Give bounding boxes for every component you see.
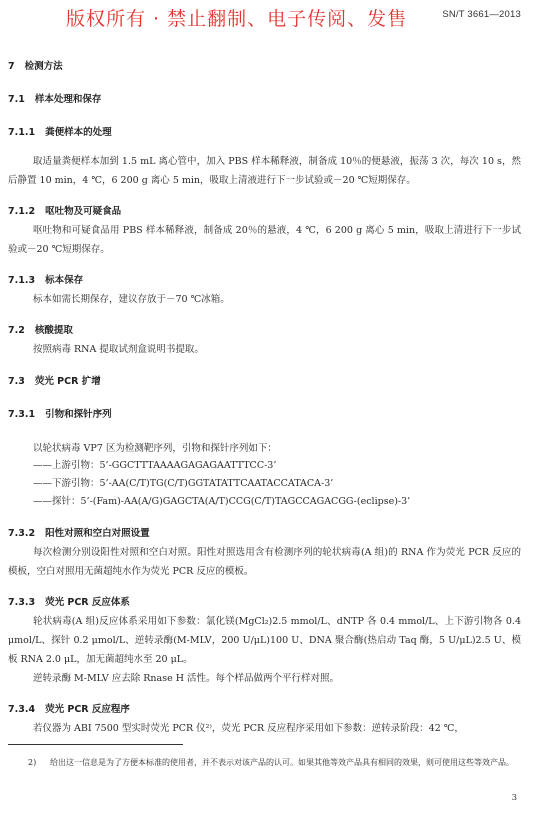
paragraph-7-1-1: 取适量粪便样本加到 1.5 mL 离心管中，加入 PBS 样本稀释液，制备成 10％的便悬液，振荡 3 次，每次 10 s，然后静置 10 min，4 ℃，6 200 g 离心 5 min，吸取上清液进行下一步试验或－20 ℃短期保存。 (8, 156, 521, 186)
section-title: 标本保存 (45, 275, 84, 286)
paragraph-7-3-3-a: 轮状病毒(A 组)反应体系采用如下参数：氯化镁(MgCl₂)2.5 mmol/L、dNTP 各 0.4 mmol/L、上下游引物各 0.4 μmol/L、探针 0.2 μmol/L、逆转录酶(M-MLV，200 U/μL)100 U、DNA 聚合酶(热启动 Taq 酶，5 U/μL)2.5 U、模板 RNA 2.0 μL，加无菌超纯水至 20 μL。 (8, 616, 521, 665)
paragraph-7-3-2: 每次检测分别设阳性对照和空白对照。阳性对照选用含有检测序列的轮状病毒(A 组)的 RNA 作为荧光 PCR 反应的模板，空白对照用无菌超纯水作为荧光 PCR 反应的模板。 (8, 547, 521, 577)
section-number: 7.3.4 (8, 704, 36, 715)
section-title: 荧光 PCR 反应程序 (45, 704, 130, 715)
section-heading-7-3-2 (8, 525, 150, 539)
section-title: 荧光 PCR 反应体系 (45, 597, 130, 608)
section-heading-7 (8, 58, 63, 72)
section-heading-7-3-4 (8, 701, 130, 715)
paragraph-7-3-3-b: 逆转录酶 M-MLV 应去除 Rnase H 活性。每个样品做两个平行样对照。 (33, 673, 340, 684)
section-heading-7-3-1 (8, 406, 112, 420)
footnote-text: 给出这一信息是为了方便本标准的使用者，并不表示对该产品的认可。如果其他等效产品具有相同的效果，则可使用这些等效产品。 (50, 758, 514, 767)
section-heading-7-1-3 (8, 272, 83, 286)
footnote (30, 756, 521, 770)
section-title: 荧光 PCR 扩增 (34, 376, 101, 387)
primer-intro: 以轮状病毒 VP7 区为检测靶序列，引物和探针序列如下： (33, 443, 277, 454)
paragraph-7-1-3: 标本如需长期保存，建议存放于－70 ℃冰箱。 (33, 294, 230, 305)
paragraph-7-3-4: 若仪器为 ABI 7500 型实时荧光 PCR 仪²⁾，荧光 PCR 反应程序采用如下参数：逆转录阶段：42 ℃， (33, 723, 464, 734)
section-title: 核酸提取 (34, 325, 73, 336)
probe-sequence: ——探针：5’-(Fam)-AA(A/G)GAGCTA(A/T)CCG(C/T)TAGCCAGACGG-(eclipse)-3’ (33, 496, 411, 507)
section-number: 7.2 (8, 325, 25, 336)
copyright-watermark: 版权所有 · 禁止翻制、电子传阅、发售 (66, 8, 408, 30)
section-number: 7.3.3 (8, 597, 36, 608)
section-title: 引物和探针序列 (45, 409, 112, 420)
section-number: 7.3 (8, 376, 25, 387)
page-number: 3 (511, 793, 517, 803)
section-number: 7.1.2 (8, 206, 36, 217)
section-title: 样本处理和保存 (34, 94, 102, 105)
footnote-marker: 2) (28, 758, 37, 767)
section-heading-7-1-2 (8, 203, 121, 217)
paragraph-7-1-2: 呕吐物和可疑食品用 PBS 样本稀释液，制备成 20％的悬液，4 ℃，6 200 g 离心 5 min，吸取上清进行下一步试验或－20 ℃短期保存。 (8, 225, 521, 255)
section-heading-7-1-1 (8, 124, 112, 138)
section-number: 7.1.1 (8, 127, 36, 138)
paragraph-7-2: 按照病毒 RNA 提取试剂盒说明书提取。 (33, 344, 204, 355)
reverse-primer: ——下游引物：5’-AA(C/T)TG(C/T)GGTATATTCAATACCATACA-3’ (33, 478, 334, 489)
section-heading-7-2 (8, 322, 73, 336)
section-heading-7-1 (8, 91, 101, 105)
section-number: 7.1 (8, 94, 25, 105)
section-number: 7.3.1 (8, 409, 36, 420)
section-title: 呕吐物及可疑食品 (45, 206, 122, 217)
section-heading-7-3 (8, 373, 101, 387)
section-number: 7.1.3 (8, 275, 36, 286)
forward-primer: ——上游引物：5’-GGCTTTAAAAGAGAGAATTTCC-3’ (33, 460, 277, 471)
section-title: 粪便样本的处理 (45, 127, 112, 138)
section-number: 7 (8, 61, 15, 72)
section-title: 阳性对照和空白对照设置 (45, 528, 150, 539)
section-heading-7-3-3 (8, 594, 130, 608)
footnote-divider (8, 744, 183, 745)
section-title: 检测方法 (24, 61, 63, 72)
standard-code: SN/T 3661—2013 (442, 9, 521, 20)
section-number: 7.3.2 (8, 528, 36, 539)
